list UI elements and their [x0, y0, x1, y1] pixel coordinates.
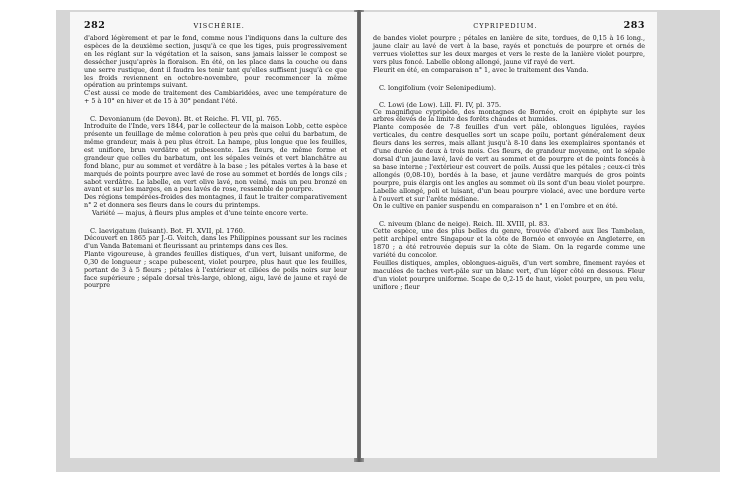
paragraph: Ce magnifique cypripède, des montagnes de Bornéo, croit en épiphyte sur les arbres élevés de la limite des forêts chaudes et humides.: [373, 107, 645, 124]
right-page-body: [373, 35, 645, 292]
paragraph: Découvert en 1865 par J.-G. Veitch, dans les Philippines poussant sur les racines d'un Vanda Batemani et fleurissant au printemps dans ces îles.: [84, 234, 347, 250]
paragraph: Plante vigoureuse, à grandes feuilles distiques, d'un vert, luisant uniforme, de 0,30 de longueur ; scape pubescent, violet pourpre, plus haut que les feuilles, portant de 3 à 5 fleurs ; pétales à l'extérieur et ciliées de poils noirs sur leur face supérieure ; sépale dorsal très-large, oblong, aigu, lavé de jaune et rayé de pourpre: [84, 249, 347, 290]
right-running-head: [373, 20, 645, 31]
paragraph: Feuilles distiques, amples, oblongues-aiguës, d'un vert sombre, finement rayées et maculées de taches vert-pâle sur un blanc vert, d'un léger côté en dessous. Fleur d'un violet pourpre uniforme. Scape de 0,2-15 de haut, violet pourpre, un peu velu, uniflore ; fleur: [373, 258, 645, 291]
spacer: [373, 75, 645, 84]
right-page-number: 283: [623, 20, 645, 31]
paragraph: Des régions tempérées-froides des montagnes, il faut le traiter comparativement n° 2 et donnera ses fleurs dans le cours du printemps.: [84, 193, 347, 210]
paragraph: de bandes violet pourpre ; pétales en lanière de site, tordues, de 0,15 à 16 long., jaune clair au lavé de vert à la base, rayés et ponctués de pourpre et ornés de verrues violettes sur les deux marges et vers le reste de la lanière violet pourpre, vers plus foncé. Labelle oblong allongé, jaune vif rayé de vert.: [373, 34, 645, 66]
paragraph: On le cultive en panier suspendu en comparaison n° 1 en l'ombre et en été.: [373, 202, 618, 211]
left-page-body: [84, 35, 347, 290]
spacer: [84, 218, 347, 227]
species-entry-heading: C. longifolium (voir Selenipedium).: [379, 83, 496, 92]
paragraph: Introduite de l'Inde, vers 1844, par le collecteur de la maison Lobb, cette espèce présente un feuillage de même coloration à peu près que celui du barbatum, de même grandeur, mais à peu plus étroit. La hampe, plus longue que les feuilles, est uniflore, brun verdâtre et pubescente. Les fleurs, de même forme et grandeur que celles du barbatum, ont les sépales veinés et vert blanchâtre au fond blanc, pur au sommet et verdâtre à la base ; les pétales vertes à la base et marqués de points pourpre avec lavé de rose au sommet et bordés de longs cils ; sabot verdâtre. Le labelle, en vert olive lavé, non veiné, mais un peu bronzé en avant et sur les marges, en a peu lavés de rose, ressemble de pourpre.: [84, 122, 347, 194]
paragraph: Plante composée de 7-8 feuilles d'un vert pâle, oblongues ligulées, rayées verticales, du centre desquelles sort un scape poilu, portant généralement deux fleurs dans les serres, mais allant jusqu'à 8-10 dans les exemplaires spontanés et d'une durée de deux à trois mois. Ces fleurs, de grandeur moyenne, ont le sépale dorsal d'un jaune lavé, lavé de vert au sommet et de pourpre et de points foncés à sa base interne ; l'extérieur est couvert de poils. Aussi que les pétales ; ceux-ci très allongés (0,08-10), bordés à la base, et jaune verdâtre marqués de gros points pourpre, puis élargis ont les angles au sommet où ils sont d'un beau violet pourpre. Labelle allongé, poli et luisant, d'un beau pourpre violacé, avec une bordure verte à l'ouvert et sur l'arête médiane.: [373, 123, 645, 203]
species-entry-heading: C. Devonianum (de Devon). Bt. et Reiche. Fl. VII, pl. 765.: [90, 115, 282, 124]
spacer: [84, 106, 347, 115]
right-running-title: CYPRIPEDIUM.: [473, 22, 538, 30]
species-entry-heading: C. Lowi (de Low). Lill. Fl. IV, pl. 375.: [379, 100, 502, 109]
spacer: [373, 211, 645, 220]
left-page-number: 282: [84, 20, 106, 31]
paragraph: Fleurit en été, en comparaison n° 1, avec le traitement des Vanda.: [373, 65, 589, 74]
paragraph: Cette espèce, une des plus belles du genre, trouvée d'abord aux îles Tambelan, petit archipel entre Singapour et la côte de Bornéo et envoyée en Angleterre, en 1870 ; a été retrouvée depuis sur la côte de Siam. On la regarde comme une variété du concolor.: [373, 227, 645, 260]
paragraph: d'abord légèrement et par le fond, comme nous l'indiquons dans la culture des espèces de la deuxième section, jusqu'à ce que les tiges, puis progressivement en les réglant sur la végétation et la saison, sans jamais laisser le compost se dessécher jusqu'après la floraison. En été, on les place dans la couche ou dans une serre rustique, dont il faudra les tenir tant qu'elles suffisent jusqu'à ce que les froids reviennent en octobre-novembre, pour recommencer la même opération au printemps suivant.: [84, 34, 347, 90]
left-running-title: VISCHÉRIE.: [193, 22, 245, 30]
species-entry-heading: C. niveum (blanc de neige). Reich. Ill. XVIII, pl. 83.: [379, 220, 550, 229]
species-entry-heading: C. laevigatum (luisant). Bot. Fl. XVII, pl. 1760.: [90, 227, 245, 236]
left-running-head: [84, 20, 347, 31]
left-page: [70, 12, 357, 458]
paragraph: Variété — majus, à fleurs plus amples et d'une teinte encore verte.: [92, 209, 309, 218]
spacer: [373, 92, 645, 101]
right-page: [361, 12, 657, 458]
paragraph: C'est aussi ce mode de traitement des Cambiaridées, avec une température de + 5 à 10° en hiver et de 15 à 30° pendant l'été.: [84, 89, 347, 106]
